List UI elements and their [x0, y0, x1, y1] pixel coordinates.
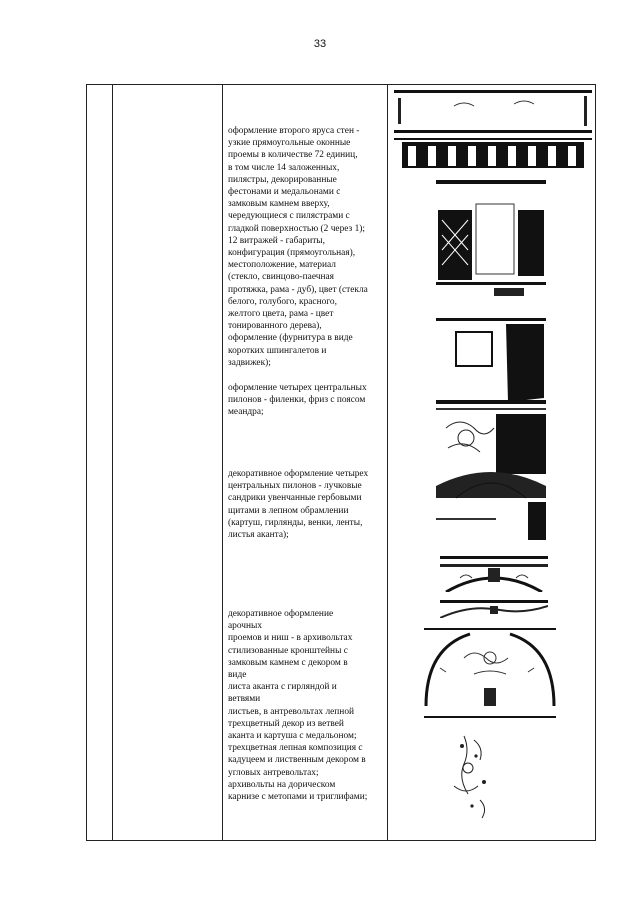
text-block-pylon-decor [228, 468, 380, 541]
facade-photo [394, 90, 592, 172]
text-line: листьев, в антревольтах лепной [228, 706, 355, 717]
text-line: трехцветный декор из ветвей [228, 718, 344, 729]
text-line: угловых антревольтах; [228, 767, 319, 778]
column-divider [387, 85, 388, 840]
text-line: листа аканта с гирляндой и [228, 682, 337, 693]
text-line: белого, голубого, красного, [228, 296, 337, 307]
text-line: листья аканта); [228, 530, 289, 541]
text-line: в том числе 14 заложенных, [228, 162, 340, 173]
text-line: гладкой поверхностью (2 через 1); [228, 223, 365, 234]
text-line: замковым камнем с декором в [228, 657, 348, 668]
text-block-arches [228, 608, 380, 803]
text-line: декоративное оформление четырех [228, 469, 369, 479]
text-block-windows [228, 125, 380, 369]
text-line: 12 витражей - габариты, [228, 235, 325, 246]
text-line: оформление второго яруса стен - [228, 126, 360, 136]
text-line: конфигурация (прямоугольная), [228, 248, 356, 259]
text-line: (стекло, свинцово-паечная [228, 272, 334, 283]
text-line: карнизе с метопами и триглифами; [228, 792, 368, 803]
text-line: щитами в лепном обрамлении [228, 505, 349, 516]
text-line: (картуш, гирлянды, венки, ленты, [228, 517, 363, 528]
text-line: коротких шпингалетов и [228, 345, 327, 356]
text-line: оформление (фурнитура в виде [228, 333, 353, 344]
text-line: виде [228, 670, 247, 681]
column-divider [222, 85, 223, 840]
text-line: сандрики увенчанные гербовыми [228, 493, 362, 504]
page-number: 33 [313, 38, 327, 50]
column-divider [112, 85, 113, 840]
text-line: аканта и картуша с медальоном; [228, 731, 357, 742]
text-line: оформление четырех центральных [228, 383, 367, 393]
text-line: протяжка, рама - дуб), цвет (стекла [228, 284, 368, 295]
text-line: ветвями [228, 694, 261, 705]
text-line: меандра; [228, 407, 264, 418]
text-line: центральных пилонов - лучковые [228, 481, 362, 492]
text-line: проемы в количестве 72 единиц, [228, 150, 358, 161]
text-line: декоративное оформление [228, 609, 334, 619]
text-line: задвижек); [228, 357, 271, 368]
text-line: местоположение, материал [228, 260, 336, 271]
text-line: архивольты на дорическом [228, 779, 336, 790]
spandrel-photo [424, 628, 556, 706]
corner-spandrel-photo [424, 716, 556, 826]
arch-archivolt-photo [440, 556, 548, 592]
window-photo [436, 180, 546, 302]
text-line: чередующиеся с пилястрами с [228, 211, 350, 222]
cornice-photo [440, 598, 548, 618]
text-line: пилонов - филенки, фриз с поясом [228, 395, 366, 406]
text-line: трехцветная лепная композиция с [228, 743, 363, 754]
text-line: кадуцеем и лиственным декором в [228, 755, 366, 766]
text-line: тонированного дерева), [228, 321, 322, 332]
text-line: проемов и ниш - в архивольтах [228, 633, 353, 644]
text-block-pylons [228, 382, 380, 419]
pylon-photo [436, 318, 546, 540]
text-line: пилястры, декорированные [228, 174, 337, 185]
text-line: арочных [228, 621, 263, 632]
text-line: замковым камнем вверху, [228, 199, 330, 210]
text-line: стилизованные кронштейны с [228, 645, 348, 656]
text-line: желтого цвета, рама - цвет [228, 309, 334, 320]
text-line: фестонами и медальонами с [228, 187, 341, 198]
text-line: узкие прямоугольные оконные [228, 138, 351, 149]
